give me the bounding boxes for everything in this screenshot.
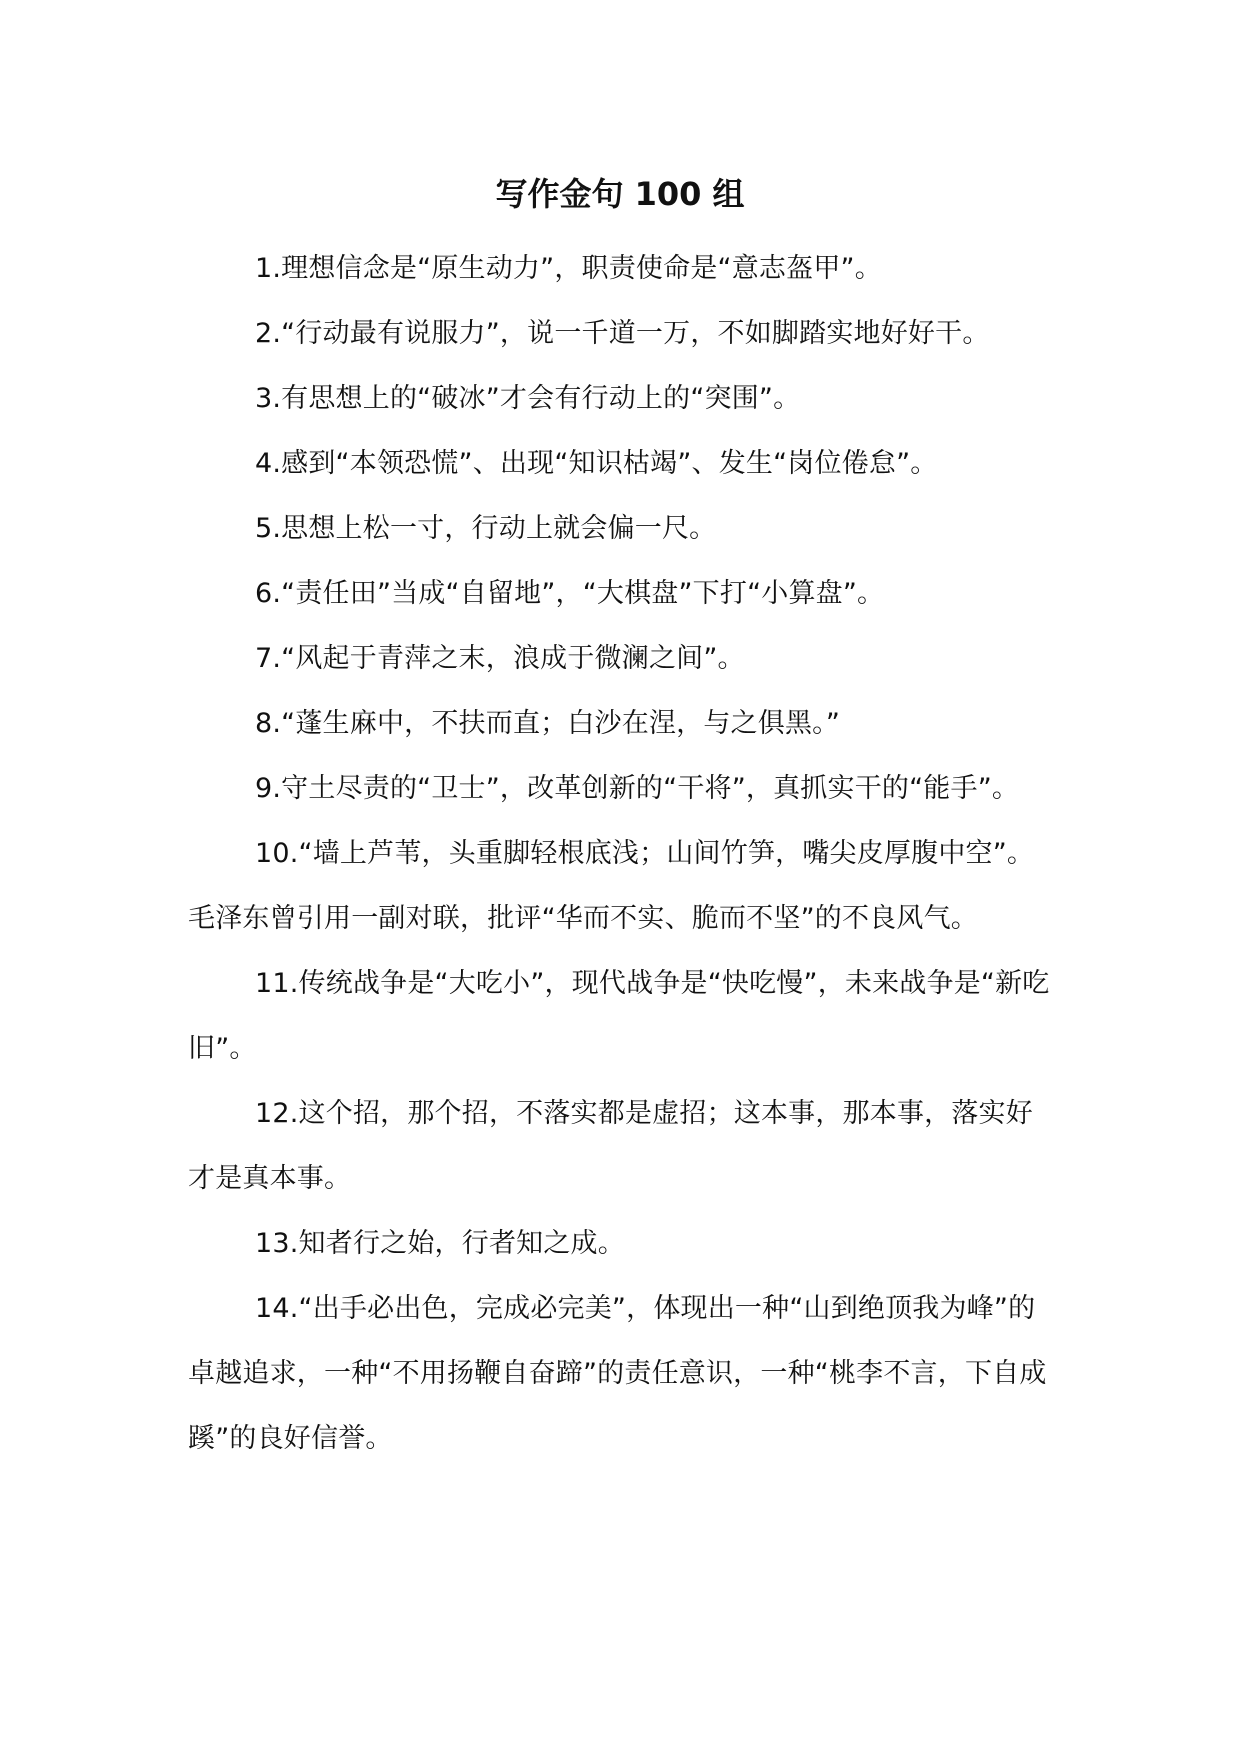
paragraph-2: 2.“行动最有说服力”，说一千道一万，不如脚踏实地好好干。: [255, 318, 990, 349]
paragraph-1: 1.理想信念是“原生动力”，职责使命是“意志盔甲”。: [255, 253, 882, 284]
paragraph-12: 12.这个招，那个招，不落实都是虚招；这本事，那本事，落实好才是真本事。: [188, 1098, 1033, 1194]
paragraph-8: 8.“蓬生麻中，不扶而直；白沙在涅，与之俱黑。”: [255, 708, 841, 739]
paragraph-14: 14.“出手必出色，完成必完美”，体现出一种“山到绝顶我为峰”的卓越追求，一种“不用扬鞭自奋蹄”的责任意识，一种“桃李不言，下自成蹊”的良好信誉。: [188, 1293, 1047, 1454]
document-body: [188, 236, 1058, 1471]
paragraph-7: 7.“风起于青萍之末，浪成于微澜之间”。: [255, 643, 745, 674]
paragraph-5: 5.思想上松一寸，行动上就会偏一尺。: [255, 513, 717, 544]
paragraph-13: 13.知者行之始，行者知之成。: [255, 1228, 625, 1259]
document-title: 写作金句 100 组: [495, 175, 745, 213]
paragraph-4: 4.感到“本领恐慌”、出现“知识枯竭”、发生“岗位倦怠”。: [255, 448, 938, 479]
paragraph-9: 9.守土尽责的“卫士”，改革创新的“干将”，真抓实干的“能手”。: [255, 773, 1020, 804]
paragraph-6: 6.“责任田”当成“自留地”，“大棋盘”下打“小算盘”。: [255, 578, 885, 609]
paragraph-11: 11.传统战争是“大吃小”，现代战争是“快吃慢”，未来战争是“新吃旧”。: [188, 968, 1050, 1064]
paragraph-3: 3.有思想上的“破冰”才会有行动上的“突围”。: [255, 383, 801, 414]
paragraph-10: 10.“墙上芦苇，头重脚轻根底浅；山间竹笋，嘴尖皮厚腹中空”。毛泽东曾引用一副对联，批评“华而不实、脆而不坚”的不良风气。: [188, 838, 1035, 934]
